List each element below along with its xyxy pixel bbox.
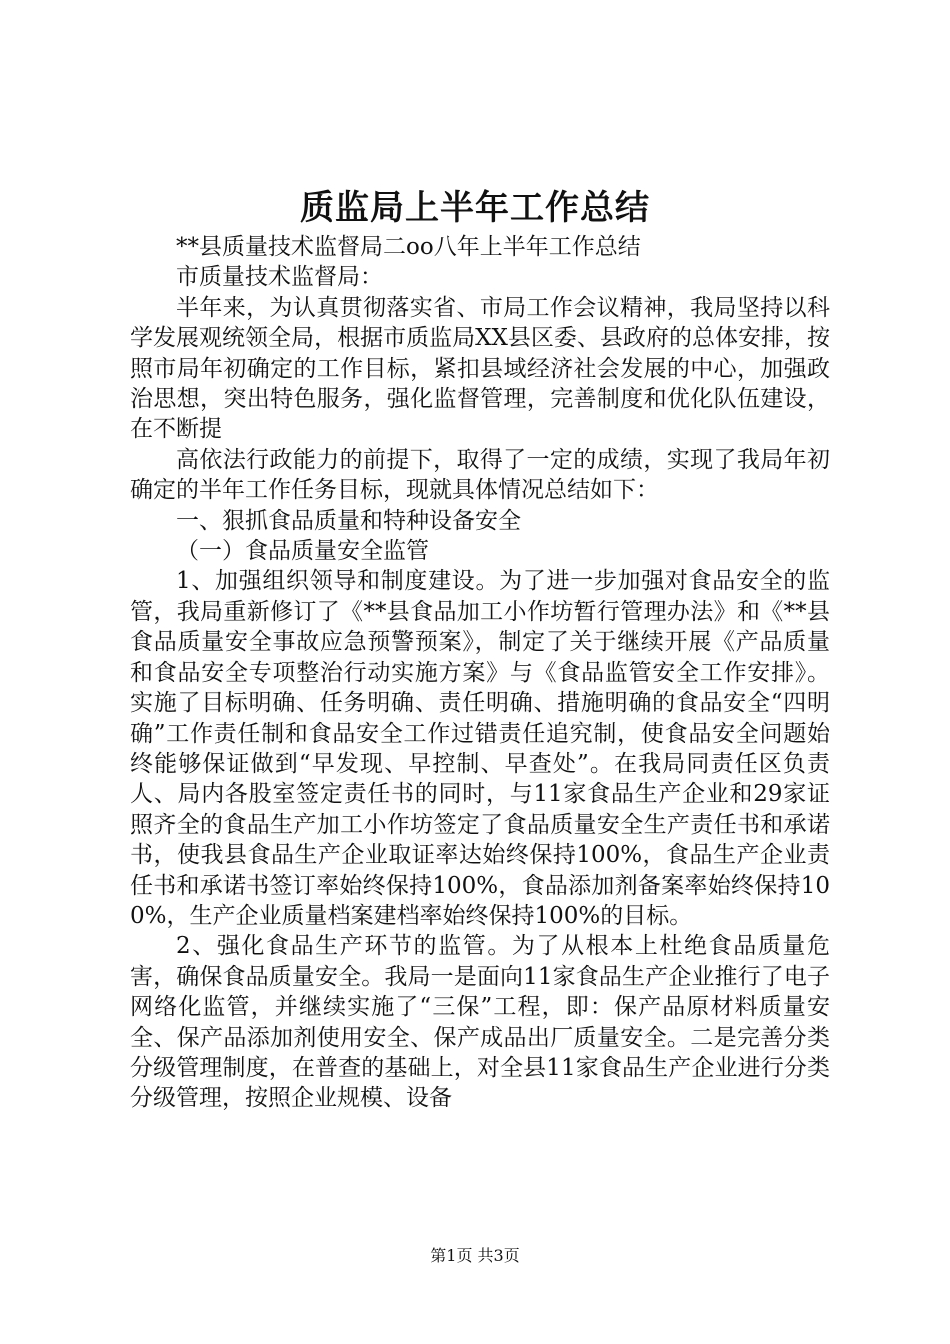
- document-title: 质监局上半年工作总结: [300, 188, 650, 228]
- section-heading-1: 一、狠抓食品质量和特种设备安全: [176, 507, 521, 534]
- paragraph-item-1: 1、加强组织领导和制度建设。为了进一步加强对食品安全的监管，我局重新修订了《**县食品加工小作坊暂行管理办法》和《**县食品质量安全事故应急预警预案》，制定了关于继续开展《产品质量和食品安全专项整治行动实施方案》与《食品监管安全工作安排》。实施了目标明确、任务明确、责任明确、措施明确的食品安全“四明确”工作责任制和食品安全工作过错责任追究制，使食品安全问题始终能够保证做到“早发现、早控制、早查处”。在我局同责任区负责人、局内各股室签定责任书的同时，与11家食品生产企业和29家证照齐全的食品生产加工小作坊签定了食品质量安全生产责任书和承诺书，使我县食品生产企业取证率达始终保持100%，食品生产企业责任书和承诺书签订率始终保持100%，食品添加剂备案率始终保持100%，生产企业质量档案建档率始终保持100%的目标。: [130, 568, 830, 929]
- subsection-heading-1: （一）食品质量安全监管: [176, 538, 429, 565]
- paragraph-salutation: 市质量技术监督局：: [176, 264, 383, 291]
- paragraph-item-2: 2、强化食品生产环节的监管。为了从根本上杜绝食品质量危害，确保食品质量安全。我局一是面向11家食品生产企业推行了电子网络化监管，并继续实施了“三保”工程，即：保产品原材料质量安全、保产品添加剂使用安全、保产成品出厂质量安全。二是完善分类分级管理制度，在普查的基础上，对全县11家食品生产企业进行分类分级管理，按照企业规模、设备: [130, 933, 830, 1112]
- paragraph-subtitle: **县质量技术监督局二oo八年上半年工作总结: [176, 234, 641, 260]
- document-body: [130, 232, 830, 1114]
- page-number-footer: 第1页 共3页: [430, 1246, 520, 1265]
- paragraph-intro: 半年来，为认真贯彻落实省、市局工作会议精神，我局坚持以科学发展观统领全局，根据市质监局XX县区委、县政府的总体安排，按照市局年初确定的工作目标，紧扣县域经济社会发展的中心，加强政治思想，突出特色服务，强化监督管理，完善制度和优化队伍建设，在不断提: [130, 294, 830, 443]
- paragraph-intro-continued: 高依法行政能力的前提下，取得了一定的成绩，实现了我局年初确定的半年工作任务目标，现就具体情况总结如下：: [130, 446, 830, 504]
